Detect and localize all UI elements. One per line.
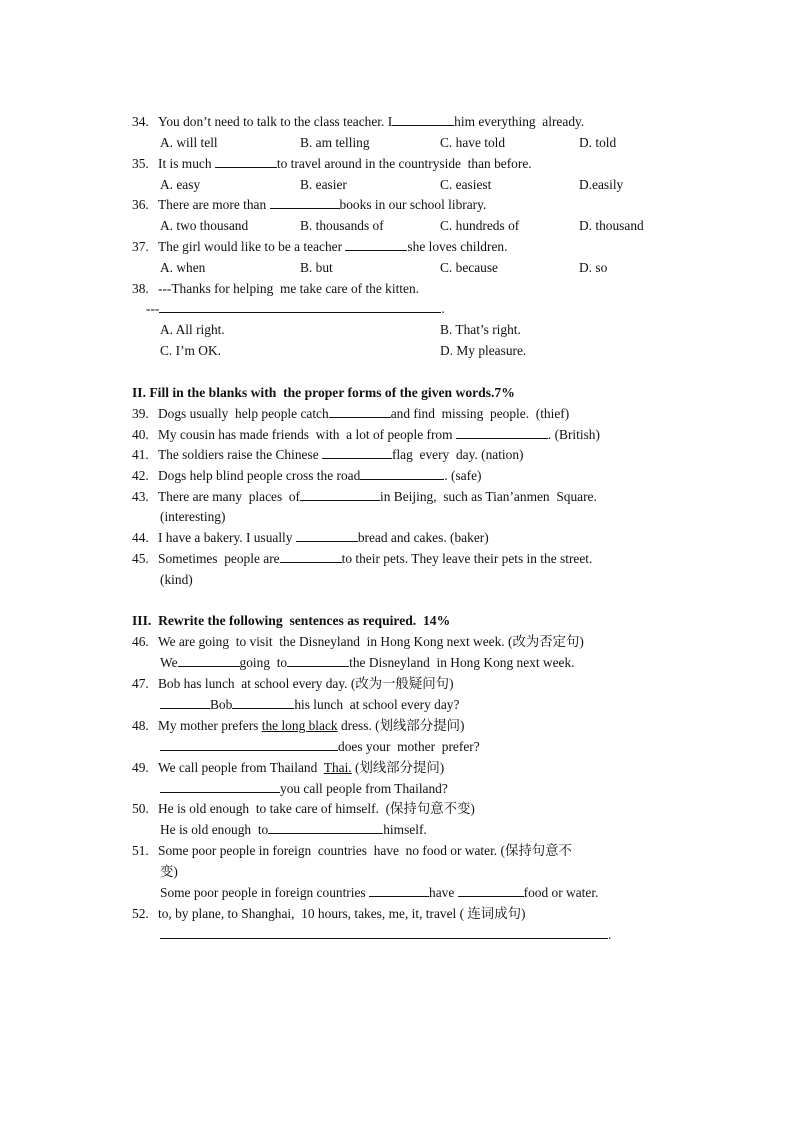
answer-blank[interactable] [160, 926, 608, 939]
answer-blank[interactable] [268, 821, 383, 834]
option[interactable]: C. hundreds of [440, 218, 520, 233]
option[interactable]: D. told [579, 135, 617, 150]
answer-blank[interactable] [329, 405, 391, 418]
option[interactable]: B. easier [300, 177, 347, 192]
question-number: 49. [132, 760, 149, 775]
option[interactable]: B. That’s right. [440, 322, 521, 337]
answer-blank[interactable] [178, 654, 240, 667]
question-stem: He is old enough to take care of himself. (保持句意不变) [158, 801, 475, 816]
answer-blank[interactable] [270, 196, 340, 209]
option[interactable]: B. am telling [300, 135, 370, 150]
option[interactable]: A. two thousand [160, 218, 249, 233]
answer-blank[interactable] [280, 550, 342, 563]
question-stem: We call people from Thailand Thai. (划线部分提问) [158, 760, 445, 775]
answer-blank[interactable] [369, 884, 429, 897]
answer-blank[interactable] [392, 113, 454, 126]
question-stem: Dogs help blind people cross the road . (safe) [158, 468, 482, 483]
question-stem: There are many places of in Beijing, such as Tian’anmen Square. [158, 489, 597, 504]
answer-line: you call people from Thailand? [160, 780, 448, 797]
answer-blank[interactable] [159, 300, 441, 313]
option[interactable]: C. easiest [440, 177, 492, 192]
option[interactable]: B. thousands of [300, 218, 384, 233]
question-stem: Dogs usually help people catch and find missing people. (thief) [158, 406, 570, 421]
option[interactable]: A. All right. [160, 322, 225, 337]
question-stem: Sometimes people are to their pets. They leave their pets in the street. [158, 551, 593, 566]
question-number: 39. [132, 406, 149, 421]
answer-blank[interactable] [322, 446, 392, 459]
question-stem: Bob has lunch at school every day. (改为一般疑问句) [158, 676, 454, 691]
section-heading: III. Rewrite the following sentences as required. 14% [132, 613, 451, 628]
question-number: 52. [132, 906, 149, 921]
given-word: (interesting) [160, 509, 226, 524]
answer-blank[interactable] [296, 529, 358, 542]
question-stem: You don’t need to talk to the class teacher. I him everything already. [158, 114, 585, 129]
question-stem: Some poor people in foreign countries have no food or water. (保持句意不 [158, 843, 572, 858]
answer-blank[interactable] [160, 696, 210, 709]
answer-blank[interactable] [160, 780, 280, 793]
option[interactable]: D.easily [579, 177, 624, 192]
question-number: 34. [132, 114, 149, 129]
option[interactable]: A. easy [160, 177, 201, 192]
answer-blank[interactable] [287, 654, 349, 667]
answer-blank[interactable] [458, 884, 524, 897]
option[interactable]: C. have told [440, 135, 506, 150]
question-number: 42. [132, 468, 149, 483]
underlined-phrase: Thai. [323, 760, 352, 775]
answer-blank[interactable] [215, 155, 277, 168]
question-stem: We are going to visit the Disneyland in Hong Kong next week. (改为否定句) [158, 634, 584, 649]
question-number: 46. [132, 634, 149, 649]
reply-line: --- . [146, 301, 445, 316]
question-number: 45. [132, 551, 149, 566]
question-number: 51. [132, 843, 149, 858]
option[interactable]: B. but [300, 260, 333, 275]
option[interactable]: D. thousand [579, 218, 644, 233]
option[interactable]: C. I’m OK. [160, 343, 221, 358]
question-stem: to, by plane, to Shanghai, 10 hours, takes, me, it, travel ( 连词成句) [158, 906, 526, 921]
question-stem: My mother prefers the long black dress. (划线部分提问) [158, 718, 465, 733]
option[interactable]: A. will tell [160, 135, 218, 150]
option[interactable]: D. My pleasure. [440, 343, 527, 358]
answer-line: Bob his lunch at school every day? [160, 696, 459, 713]
question-number: 35. [132, 156, 149, 171]
answer-blank[interactable] [456, 426, 548, 439]
question-number: 40. [132, 427, 149, 442]
answer-blank[interactable] [300, 488, 380, 501]
option[interactable]: C. because [440, 260, 499, 275]
question-stem: There are more than books in our school library. [158, 197, 487, 212]
answer-blank[interactable] [232, 696, 294, 709]
question-stem: ---Thanks for helping me take care of the kitten. [158, 281, 420, 296]
question-number: 41. [132, 447, 149, 462]
option[interactable]: D. so [579, 260, 608, 275]
answer-line: We going to the Disneyland in Hong Kong next week. [160, 655, 575, 670]
question-number: 37. [132, 239, 149, 254]
question-stem-continued: 变) [160, 864, 178, 879]
answer-line: does your mother prefer? [160, 738, 480, 755]
section-heading: II. Fill in the blanks with the proper forms of the given words.7% [132, 385, 515, 400]
question-stem: The soldiers raise the Chinese flag every day. (nation) [158, 447, 524, 462]
question-stem: It is much to travel around in the countryside than before. [158, 156, 532, 171]
answer-blank[interactable] [345, 238, 407, 251]
question-stem: My cousin has made friends with a lot of people from . (British) [158, 427, 600, 442]
option[interactable]: A. when [160, 260, 206, 275]
question-stem: I have a bakery. I usually bread and cakes. (baker) [158, 530, 489, 545]
answer-line: . [160, 926, 611, 943]
answer-line: He is old enough to himself. [160, 822, 427, 837]
answer-blank[interactable] [360, 467, 444, 480]
underlined-phrase: the long black [261, 718, 338, 733]
answer-line: Some poor people in foreign countries have food or water. [160, 885, 599, 900]
question-number: 50. [132, 801, 149, 816]
answer-blank[interactable] [160, 738, 338, 751]
question-number: 47. [132, 676, 149, 691]
question-stem: The girl would like to be a teacher she loves children. [158, 239, 508, 254]
question-number: 38. [132, 281, 149, 296]
question-number: 43. [132, 489, 149, 504]
question-number: 36. [132, 197, 149, 212]
given-word: (kind) [160, 572, 193, 587]
question-number: 48. [132, 718, 149, 733]
question-number: 44. [132, 530, 149, 545]
